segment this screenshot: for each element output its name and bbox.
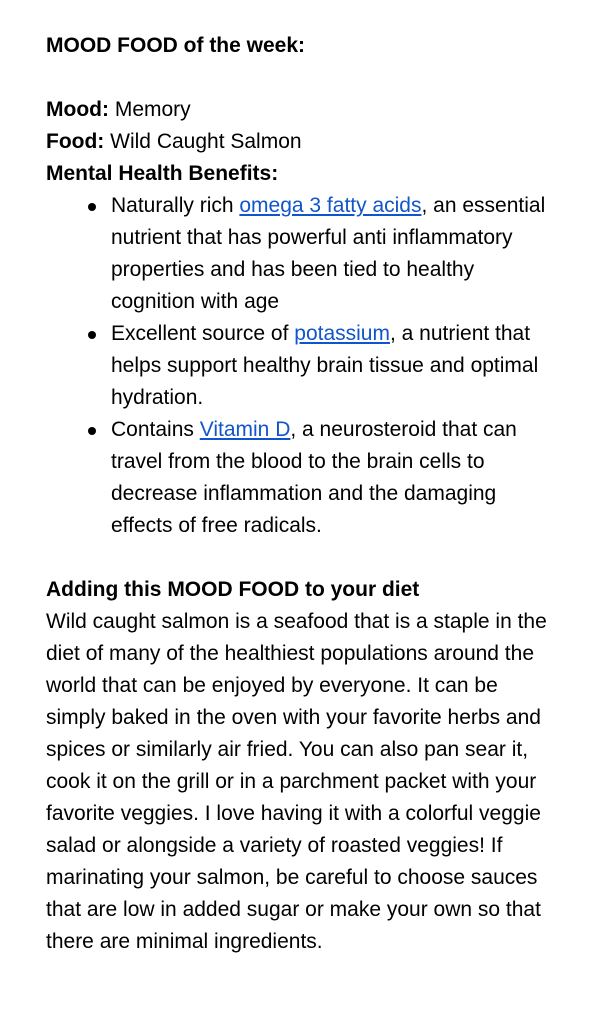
mood-value: Memory bbox=[114, 98, 191, 121]
potassium-link[interactable]: potassium bbox=[294, 322, 390, 345]
benefit-item-potassium bbox=[46, 318, 561, 414]
food-label: Food: bbox=[46, 130, 105, 153]
benefits-heading bbox=[46, 158, 576, 190]
benefit-text-before: Naturally rich bbox=[111, 194, 240, 217]
spacer bbox=[46, 62, 576, 94]
bullet-icon bbox=[88, 427, 96, 435]
benefit-text-after: , an essential nutrient that has powerful anti inflammatory properties and has been tied to healthy cognition with age bbox=[111, 194, 546, 313]
food-line bbox=[46, 126, 576, 158]
spacer bbox=[46, 542, 576, 574]
benefit-item-vitamin-d bbox=[46, 414, 561, 542]
omega3-link[interactable]: omega 3 fatty acids bbox=[239, 194, 422, 217]
benefit-text-after: , a neurosteroid that can travel from the blood to the brain cells to decrease inflammation and the damaging effects of free radicals. bbox=[111, 418, 517, 537]
vitamin-d-link[interactable]: Vitamin D bbox=[199, 418, 291, 441]
benefit-text-after: , a nutrient that helps support healthy brain tissue and optimal hydration. bbox=[111, 322, 539, 409]
mood-line bbox=[46, 94, 576, 126]
benefits-label: Mental Health Benefits: bbox=[46, 162, 279, 185]
bullet-icon bbox=[88, 203, 96, 211]
diet-section-title: Adding this MOOD FOOD to your diet bbox=[46, 578, 420, 601]
benefits-list bbox=[46, 190, 576, 542]
page-title: MOOD FOOD of the week: bbox=[46, 34, 306, 57]
benefit-text-before: Contains bbox=[111, 418, 200, 441]
food-value: Wild Caught Salmon bbox=[110, 130, 302, 153]
benefit-text-before: Excellent source of bbox=[111, 322, 295, 345]
diet-paragraph: Wild caught salmon is a seafood that is a staple in the diet of many of the healthiest populations around the world that can be enjoyed by everyone. It can be simply baked in the oven with your favorite herbs and spices or similarly air fried. You can also pan sear it, cook it on the grill or in a parchment packet with your favorite veggies. I love having it with a colorful veggie salad or alongside a variety of roasted veggies! If marinating your salmon, be careful to choose sauces that are low in added sugar or make your own so that there are minimal ingredients. bbox=[46, 610, 547, 953]
bullet-icon bbox=[88, 331, 96, 339]
mood-label: Mood: bbox=[46, 98, 109, 121]
benefit-item-omega3 bbox=[46, 190, 561, 318]
